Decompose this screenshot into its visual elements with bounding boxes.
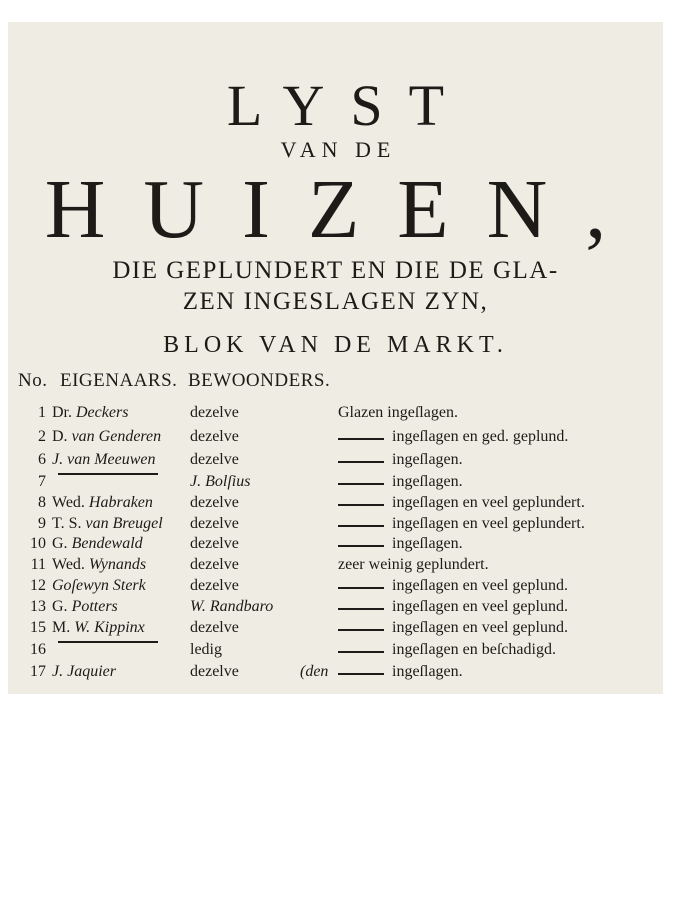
row-resident: dezelve xyxy=(190,619,239,636)
row-resident: dezelve xyxy=(190,428,239,445)
row-owner xyxy=(52,556,146,574)
header-residents: BEWOONDERS. xyxy=(188,370,331,391)
row-description: ingeſlagen. xyxy=(392,663,463,680)
ditto-dash xyxy=(338,673,384,675)
owner-ditto-dash xyxy=(58,641,158,643)
row-number: 12 xyxy=(30,577,46,594)
table-row xyxy=(8,663,663,684)
table-row xyxy=(8,473,663,494)
owner-name: Deckers xyxy=(76,404,129,421)
row-owner xyxy=(52,663,116,681)
row-owner xyxy=(52,535,143,553)
row-number: 7 xyxy=(38,473,46,490)
row-description: ingeſlagen en veel geplund. xyxy=(392,619,568,636)
table-row xyxy=(8,556,663,577)
owner-prefix: Dr. xyxy=(52,404,76,421)
row-owner xyxy=(52,598,118,616)
header-owners: EIGENAARS. xyxy=(60,370,178,391)
row-number: 8 xyxy=(38,494,46,511)
row-description: ingeſlagen en veel geplundert. xyxy=(392,515,585,532)
row-resident: ledig xyxy=(190,641,222,658)
title-lyst: LYST xyxy=(226,73,471,138)
owner-prefix: D. xyxy=(52,428,72,445)
row-number: 10 xyxy=(30,535,46,552)
owner-prefix: G. xyxy=(52,535,72,552)
table-row xyxy=(8,428,663,449)
row-description: ingeſlagen en veel geplund. xyxy=(392,577,568,594)
ditto-dash xyxy=(338,608,384,610)
owner-name: Habraken xyxy=(88,494,153,511)
row-description: ingeſlagen. xyxy=(392,473,463,490)
row-resident: dezelve xyxy=(190,404,239,421)
owner-name: van Breugel xyxy=(85,515,163,532)
owner-name: J. van Meeuwen xyxy=(52,451,156,468)
owner-name: J. Jaquier xyxy=(52,663,116,680)
owner-ditto-dash xyxy=(58,473,158,475)
ditto-dash xyxy=(338,587,384,589)
ditto-dash xyxy=(338,629,384,631)
owner-name: van Genderen xyxy=(71,428,162,445)
row-number: 15 xyxy=(30,619,46,636)
owner-name: Potters xyxy=(71,598,118,615)
owner-name: Goſewyn Sterk xyxy=(52,577,146,594)
table-row xyxy=(8,515,663,536)
row-number: 16 xyxy=(30,641,46,658)
row-number: 17 xyxy=(30,663,46,680)
row-owner xyxy=(52,451,156,469)
row-owner xyxy=(52,619,145,637)
table-row xyxy=(8,598,663,619)
ditto-dash xyxy=(338,483,384,485)
title-van-de: VAN DE xyxy=(280,137,397,162)
owner-name: Wynands xyxy=(88,556,147,573)
row-description: ingeſlagen. xyxy=(392,535,463,552)
row-description: ingeſlagen en beſchadigd. xyxy=(392,641,556,658)
subtitle-line-1: DIE GEPLUNDERT EN DIE DE GLA- xyxy=(112,257,559,284)
table-row xyxy=(8,451,663,472)
row-resident: J. Bolſius xyxy=(190,473,251,490)
ditto-dash xyxy=(338,651,384,653)
row-description: ingeſlagen en veel geplundert. xyxy=(392,494,585,511)
row-number: 1 xyxy=(38,404,46,421)
table-row xyxy=(8,404,663,425)
table-row xyxy=(8,577,663,598)
title-huizen: HUIZEN, xyxy=(44,163,645,256)
row-resident: dezelve xyxy=(190,535,239,552)
row-owner xyxy=(52,428,161,446)
table-row xyxy=(8,641,663,662)
row-description: ingeſlagen en ged. geplund. xyxy=(392,428,569,445)
row-number: 11 xyxy=(30,556,46,573)
row-resident: W. Randbaro xyxy=(190,598,274,615)
subtitle xyxy=(8,255,663,317)
table-row xyxy=(8,619,663,640)
row-resident: dezelve xyxy=(190,494,239,511)
table-row xyxy=(8,494,663,515)
section-title: BLOK VAN DE MARKT. xyxy=(163,332,508,358)
row-description: zeer weinig geplundert. xyxy=(338,556,489,573)
ditto-dash xyxy=(338,525,384,527)
row-number: 2 xyxy=(38,428,46,445)
row-resident: dezelve xyxy=(190,577,239,594)
row-note: (den xyxy=(300,663,329,680)
table-row xyxy=(8,535,663,556)
row-number: 6 xyxy=(38,451,46,468)
row-description: Glazen ingeſlagen. xyxy=(338,404,458,421)
owner-name: Bendewald xyxy=(71,535,143,552)
owner-name: W. Kippinx xyxy=(74,619,145,636)
ditto-dash xyxy=(338,438,384,440)
row-owner xyxy=(52,515,163,533)
row-number: 13 xyxy=(30,598,46,615)
owner-prefix: G. xyxy=(52,598,72,615)
owner-prefix: Wed. xyxy=(52,494,89,511)
row-description: ingeſlagen en veel geplund. xyxy=(392,598,568,615)
owner-prefix: T. S. xyxy=(52,515,86,532)
row-number: 9 xyxy=(38,515,46,532)
row-resident: dezelve xyxy=(190,556,239,573)
subtitle-line-2: ZEN INGESLAGEN ZYN, xyxy=(182,288,489,315)
header-no: No. xyxy=(18,370,48,391)
ditto-dash xyxy=(338,461,384,463)
owner-prefix: Wed. xyxy=(52,556,89,573)
row-owner xyxy=(52,577,146,595)
ditto-dash xyxy=(338,504,384,506)
row-resident: dezelve xyxy=(190,663,239,680)
row-owner xyxy=(52,494,153,512)
row-resident: dezelve xyxy=(190,515,239,532)
owner-prefix: M. xyxy=(52,619,75,636)
document-page xyxy=(8,22,663,694)
row-owner xyxy=(52,404,128,422)
row-resident: dezelve xyxy=(190,451,239,468)
ditto-dash xyxy=(338,545,384,547)
row-description: ingeſlagen. xyxy=(392,451,463,468)
